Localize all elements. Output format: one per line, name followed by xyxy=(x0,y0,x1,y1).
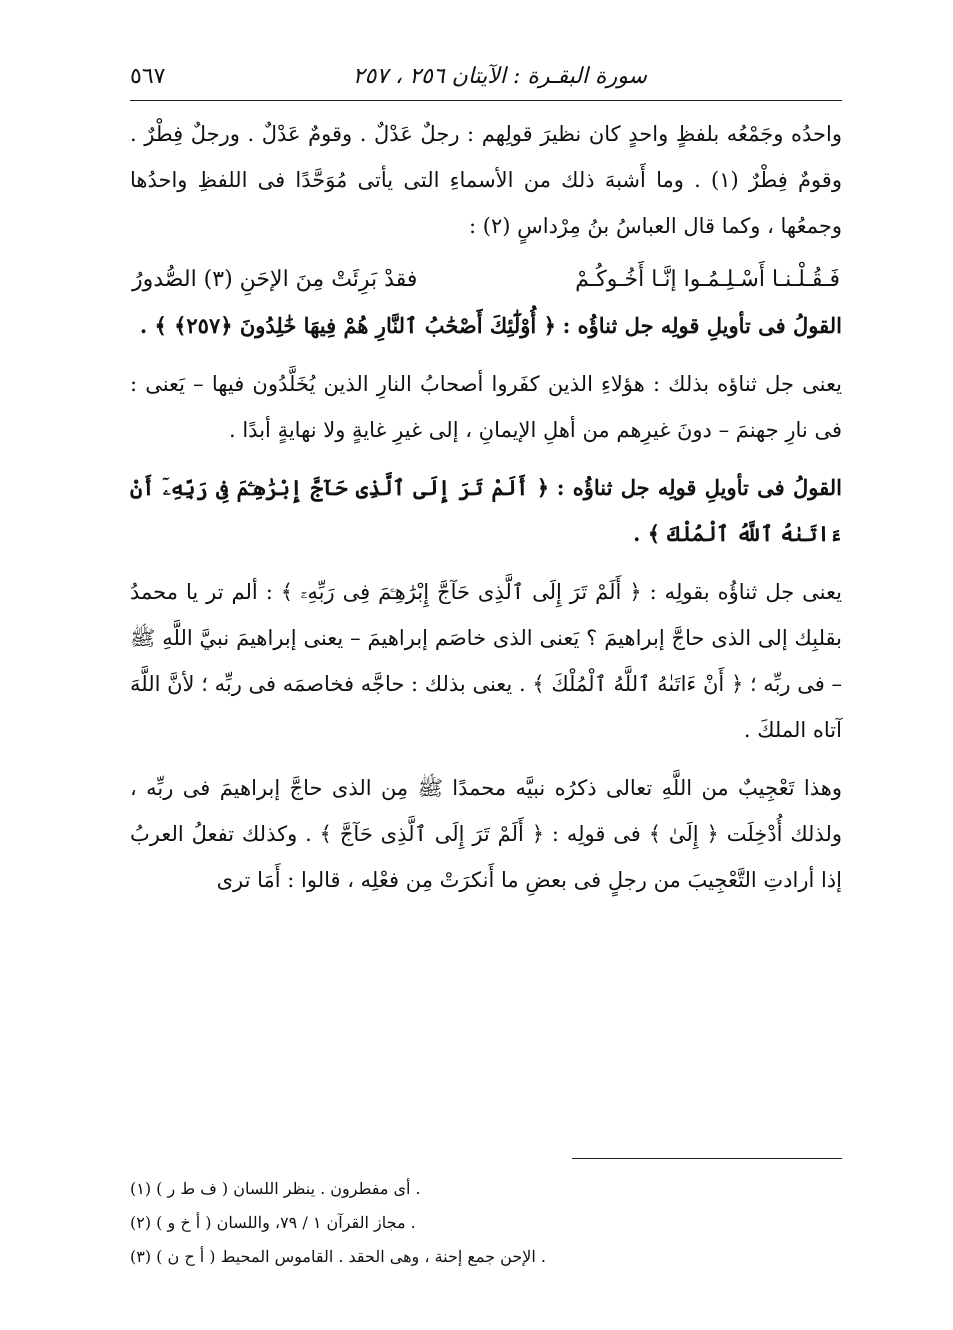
book-page xyxy=(130,60,842,903)
verse-hemistich-right: فَـقُـلْـنـا أَسْـلِـمُـوا إنَّـا أَخُـوكُـمْ xyxy=(575,267,840,292)
running-title: سورة البقـرة : الآيتان ٢٥٦ ، ٢٥٧ xyxy=(352,64,647,89)
page-body xyxy=(130,111,842,903)
section-1-text: يعنى جل ثناؤه بذلك : هؤلاءِ الذين كفَروا أصحابُ النارِ الذين يُخَلَّدُون فيها – يَعنى : فى نارِ جهنمَ – دونَ غيرِهم من أهلِ الإيمانِ ، إلى غيرِ غايةٍ ولا نهايةٍ أبدًا . xyxy=(130,372,842,442)
footnote-3: (٣) الإحن جمع إحنة ، وهى الحقد . القاموس المحيط ( أ ح ن ) . xyxy=(130,1247,546,1266)
section-2-quran: ﴿ أَلَمْ تَرَ إِلَى ٱلَّذِى حَآجَّ إِبْرَٰهِـۧمَ فِى رَبِّهِۦٓ أَنْ ءَاتَىٰهُ ٱللَّهُ ٱلْمُلْكَ ﴾ . xyxy=(130,475,842,546)
footnote-2: (٢) مجاز القرآن ١ / ٧٩، واللسان ( أ خ و ) . xyxy=(130,1213,416,1232)
paragraph-1: واحدُه وجَمْعُه بلفظٍ واحدٍ كان نظيرَ قولِهم : رجلٌ عَدْلٌ . وقومٌ عَدْلٌ . ورجلٌ فِطْرٌ . وقومٌ فِطْرٌ (١) . وما أَشبهَ ذلك من الأسماءِ التى يأتى مُوَحَّدًا فى اللفظِ واحدُها وجمعُها ، وكما قال العباسُ بنُ مِرْداسٍ (٢) : xyxy=(130,122,842,238)
section-1-quran: ﴿ أُوْلَٰٓئِكَ أَصْحَٰبُ ٱلنَّارِ هُمْ فِيهَا خَٰلِدُونَ ﴿٢٥٧﴾ ﴾ . xyxy=(139,313,556,338)
closing-paragraph: وهذا تَعْجِيبٌ من اللَّهِ تعالى ذكرُه نبيَّه محمدًا ﷺ مِن الذى حاجَّ إبراهيمَ فى ربِّه ، ولذلك أُدْخِلَت ﴿ إِلَىٰ ﴾ فى قولِه : ﴿ أَلَمْ تَرَ إِلَى ٱلَّذِى حَآجَّ ﴾ . وكذلك تفعلُ العربُ إذا أرادتِ التَّعْجِيبَ من رجلٍ فى بعضِ ما أَنكرَتْ مِن فعْلِه ، قالوا : أَمَا ترى xyxy=(130,776,842,892)
verse-hemistich-left: فقدْ بَرِئَتْ مِنَ الإحَنِ (٣) الصُّدورُ xyxy=(132,267,418,292)
footnotes xyxy=(130,1172,842,1274)
poetry-verse xyxy=(130,257,842,303)
page-number: ٥٦٧ xyxy=(130,64,166,89)
section-1-heading-line xyxy=(130,303,842,349)
footnote-1: (١) أى مفطرون . ينظر اللسان ( ف ط ر ) . xyxy=(130,1179,421,1198)
section-2-heading: القولُ فى تأويلِ قولِه جل ثناؤُه : xyxy=(556,475,842,500)
section-1-heading: القولُ فى تأويلِ قولِه جل ثناؤُه : xyxy=(562,313,842,338)
section-2-text: يعنى جل ثناؤُه بقولِه : ﴿ أَلَمْ تَرَ إِلَى ٱلَّذِى حَآجَّ إِبْرَٰهِـۧمَ فِى رَبِّهِۦٓ ﴾ : ألم تر يا محمدُ بقلبِك إلى الذى حاجَّ إبراهيمَ ؟ يَعنى الذى خاصَم إبراهيمَ – يعنى إبراهيمَ نبيَّ اللَّهِ ﷺ – فى ربِّه ؛ ﴿ أَنْ ءَاتَىٰهُ ٱللَّهُ ٱلْمُلْكَ ﴾ . يعنى بذلك : حاجَّه فخاصمَه فى ربِّه ؛ لأنَّ اللَّهَ آتاه الملكَ . xyxy=(130,580,842,742)
footnote-separator xyxy=(572,1158,842,1159)
section-2-heading-line xyxy=(130,465,842,557)
page-header xyxy=(130,60,842,101)
